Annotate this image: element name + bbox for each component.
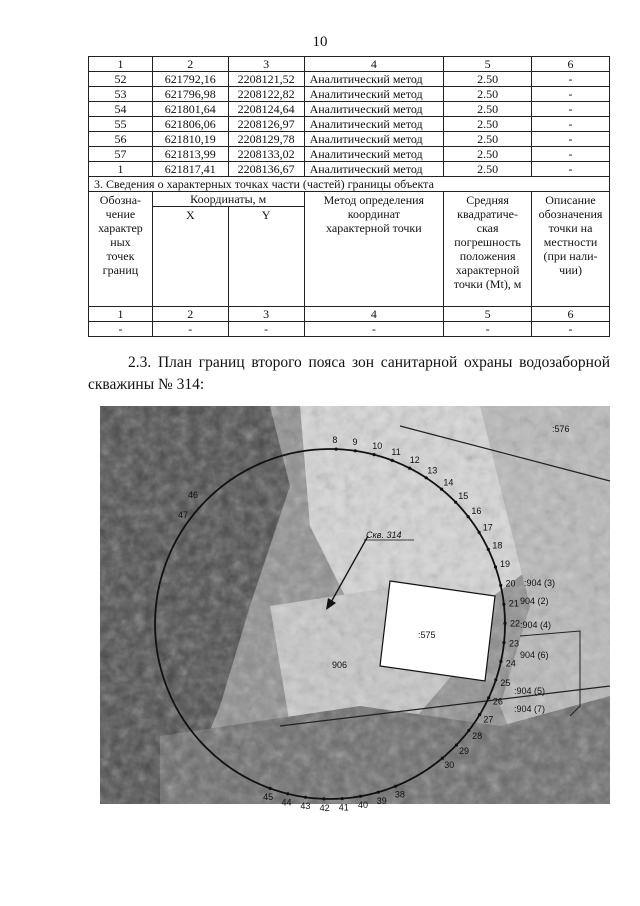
table-cell: 2208136,67 <box>228 162 304 177</box>
circle-point-marker <box>478 531 481 534</box>
table-cell: - <box>532 87 610 102</box>
label-904-2: 904 (2) <box>520 596 549 606</box>
table-cell: Аналитический метод <box>304 87 444 102</box>
table-cell: 2208121,52 <box>228 72 304 87</box>
circle-point-marker <box>499 584 502 587</box>
circle-point-marker <box>322 797 325 800</box>
table-cell: 56 <box>89 132 153 147</box>
empty-cell: - <box>304 322 444 337</box>
table-cell: Аналитический метод <box>304 102 444 117</box>
circle-point-label: 14 <box>443 477 454 488</box>
circle-point-label: 18 <box>492 540 503 551</box>
section3-title: 3. Сведения о характерных точках части (частей) границы объекта <box>89 177 610 192</box>
label-904-4: :904 (4) <box>520 620 552 630</box>
table-cell: Аналитический метод <box>304 72 444 87</box>
circle-point-marker <box>503 622 506 625</box>
empty-cell: - <box>444 322 532 337</box>
circle-point-marker <box>359 795 362 798</box>
header-cell: 6 <box>532 57 610 72</box>
circle-point-marker <box>502 641 505 644</box>
table-cell: 621792,16 <box>152 72 228 87</box>
table-row <box>89 147 610 162</box>
circle-point-marker <box>494 565 497 568</box>
table-cell: 2.50 <box>444 132 532 147</box>
table-cell: 621801,64 <box>152 102 228 117</box>
table-cell: 2208124,64 <box>228 102 304 117</box>
empty-cell: - <box>228 322 304 337</box>
circle-point-label: 20 <box>505 578 516 589</box>
circle-point-marker <box>286 792 289 795</box>
circle-point-label: 24 <box>505 658 516 669</box>
table-row <box>89 132 610 147</box>
circle-point-label: 42 <box>319 802 330 813</box>
circle-point-label: 10 <box>372 440 383 451</box>
circle-point-marker <box>304 796 307 799</box>
parcel-575-label: :575 <box>418 630 436 640</box>
circle-point-label: 23 <box>509 638 520 649</box>
number-cell: 6 <box>532 307 610 322</box>
circle-point-marker <box>394 785 397 788</box>
circle-point-label: 27 <box>483 714 494 725</box>
table-row <box>89 162 610 177</box>
table-cell: 2208133,02 <box>228 147 304 162</box>
x-header: X <box>152 207 228 307</box>
circle-point-marker <box>499 660 502 663</box>
table-cell: Аналитический метод <box>304 132 444 147</box>
table-cell: 54 <box>89 102 153 117</box>
circle-point-marker <box>487 548 490 551</box>
header-cell: 3 <box>228 57 304 72</box>
table-row <box>89 72 610 87</box>
circle-point-label: 25 <box>500 677 511 688</box>
circle-point-label: 40 <box>358 800 369 811</box>
y-header: Y <box>228 207 304 307</box>
sub-empty-row <box>89 322 610 337</box>
circle-point-marker <box>502 603 505 606</box>
circle-point-marker <box>487 696 490 699</box>
circle-point-marker <box>478 713 481 716</box>
table-cell: Аналитический метод <box>304 147 444 162</box>
table-cell: 2.50 <box>444 87 532 102</box>
circle-point-marker <box>467 515 470 518</box>
section3-title-row <box>89 177 610 192</box>
circle-point-marker <box>377 791 380 794</box>
table-cell: 621810,19 <box>152 132 228 147</box>
sub-header-row <box>89 192 610 207</box>
table-cell: 621806,06 <box>152 117 228 132</box>
table-cell: 621817,41 <box>152 162 228 177</box>
label-904-7: :904 (7) <box>514 704 546 714</box>
label-904-5: :904 (5) <box>514 686 546 696</box>
circle-point-label: 8 <box>332 435 338 446</box>
table-cell: 55 <box>89 117 153 132</box>
circle-point-label: 21 <box>508 598 519 609</box>
empty-cell: - <box>152 322 228 337</box>
circle-point-label: 44 <box>281 797 292 808</box>
empty-cell: - <box>89 322 153 337</box>
circle-point-marker <box>341 797 344 800</box>
circle-point-label: 17 <box>482 522 493 533</box>
col-description-header: Описание обозначения точки на местности (при нали- чии) <box>532 192 610 307</box>
table-cell: Аналитический метод <box>304 162 444 177</box>
table-cell: - <box>532 162 610 177</box>
table-cell: 621796,98 <box>152 87 228 102</box>
empty-cell: - <box>532 322 610 337</box>
point-47-label: 47 <box>178 510 189 520</box>
label-904-3: :904 (3) <box>524 578 556 588</box>
circle-point-label: 13 <box>427 465 438 476</box>
circle-point-marker <box>494 678 497 681</box>
circle-point-label: 28 <box>472 730 483 741</box>
circle-point-label: 45 <box>263 791 274 802</box>
parcel-906-label: 906 <box>332 660 348 670</box>
circle-point-marker <box>455 743 458 746</box>
circle-point-label: 29 <box>459 746 470 757</box>
zone-map <box>100 406 610 813</box>
col-designation-header: Обозна- чение характер ных точек границ <box>89 192 153 307</box>
table-cell: 52 <box>89 72 153 87</box>
header-cell: 4 <box>304 57 444 72</box>
table-cell: 2.50 <box>444 72 532 87</box>
table-row <box>89 117 610 132</box>
table-cell: - <box>532 117 610 132</box>
circle-point-marker <box>440 488 443 491</box>
table-cell: 2.50 <box>444 162 532 177</box>
circle-point-marker <box>467 729 470 732</box>
table-cell: 2.50 <box>444 102 532 117</box>
point-46-label: 46 <box>188 490 199 500</box>
circle-point-label: 43 <box>300 801 311 812</box>
circle-point-label: 38 <box>394 789 405 800</box>
number-cell: 5 <box>444 307 532 322</box>
circle-point-marker <box>372 453 375 456</box>
sub-numbers-row <box>89 307 610 322</box>
table-cell: 621813,99 <box>152 147 228 162</box>
circle-point-label: 9 <box>352 436 358 447</box>
table-body <box>89 72 610 177</box>
header-cell: 1 <box>89 57 153 72</box>
table-cell: 2.50 <box>444 117 532 132</box>
header-cell: 2 <box>152 57 228 72</box>
circle-point-label: 16 <box>471 506 482 517</box>
header-cell: 5 <box>444 57 532 72</box>
circle-point-label: 22 <box>510 618 521 629</box>
col-method-header: Метод определения координат характерной точки <box>304 192 444 307</box>
page-number: 10 <box>312 34 328 50</box>
table-row <box>89 102 610 117</box>
circle-point-marker <box>269 787 272 790</box>
circle-point-label: 12 <box>409 455 420 466</box>
circle-point-label: 30 <box>444 760 455 770</box>
circle-point-marker <box>425 476 428 479</box>
col-error-header: Средняя квадратиче- ская погрешность положения характерной точки (Mt), м <box>444 192 532 307</box>
circle-point-marker <box>408 467 411 470</box>
coordinates-table <box>88 56 610 337</box>
circle-point-label: 26 <box>492 696 503 707</box>
circle-point-label: 15 <box>458 491 469 501</box>
number-cell: 1 <box>89 307 153 322</box>
circle-point-label: 41 <box>338 802 349 813</box>
table-cell: 2208126,97 <box>228 117 304 132</box>
circle-point-marker <box>354 449 357 452</box>
table-cell: 2208129,78 <box>228 132 304 147</box>
table-cell: - <box>532 132 610 147</box>
table-cell: Аналитический метод <box>304 117 444 132</box>
number-cell: 3 <box>228 307 304 322</box>
number-cell: 2 <box>152 307 228 322</box>
table-cell: 53 <box>89 87 153 102</box>
coords-header: Координаты, м <box>152 192 304 207</box>
table-cell: - <box>532 102 610 117</box>
circle-point-label: 39 <box>376 795 387 806</box>
number-cell: 4 <box>304 307 444 322</box>
table-cell: 2.50 <box>444 147 532 162</box>
section-paragraph: 2.3. План границ второго пояса зон санитарной охраны водозаборной скважины № 314: <box>88 354 610 393</box>
table-cell: 2208122,82 <box>228 87 304 102</box>
building-575 <box>380 581 495 681</box>
table-cell: 1 <box>89 162 153 177</box>
table-cell: 57 <box>89 147 153 162</box>
well-label: Скв. 314 <box>366 530 402 540</box>
label-904-6: 904 (6) <box>520 650 549 660</box>
table-row <box>89 87 610 102</box>
table-cell: - <box>532 147 610 162</box>
circle-point-label: 11 <box>391 447 401 457</box>
table-header-row <box>89 57 610 72</box>
parcel-576-label: :576 <box>552 424 570 434</box>
circle-point-marker <box>335 448 338 451</box>
circle-point-marker <box>391 459 394 462</box>
table-cell: - <box>532 72 610 87</box>
circle-point-marker <box>454 501 457 504</box>
circle-point-label: 19 <box>500 559 511 570</box>
